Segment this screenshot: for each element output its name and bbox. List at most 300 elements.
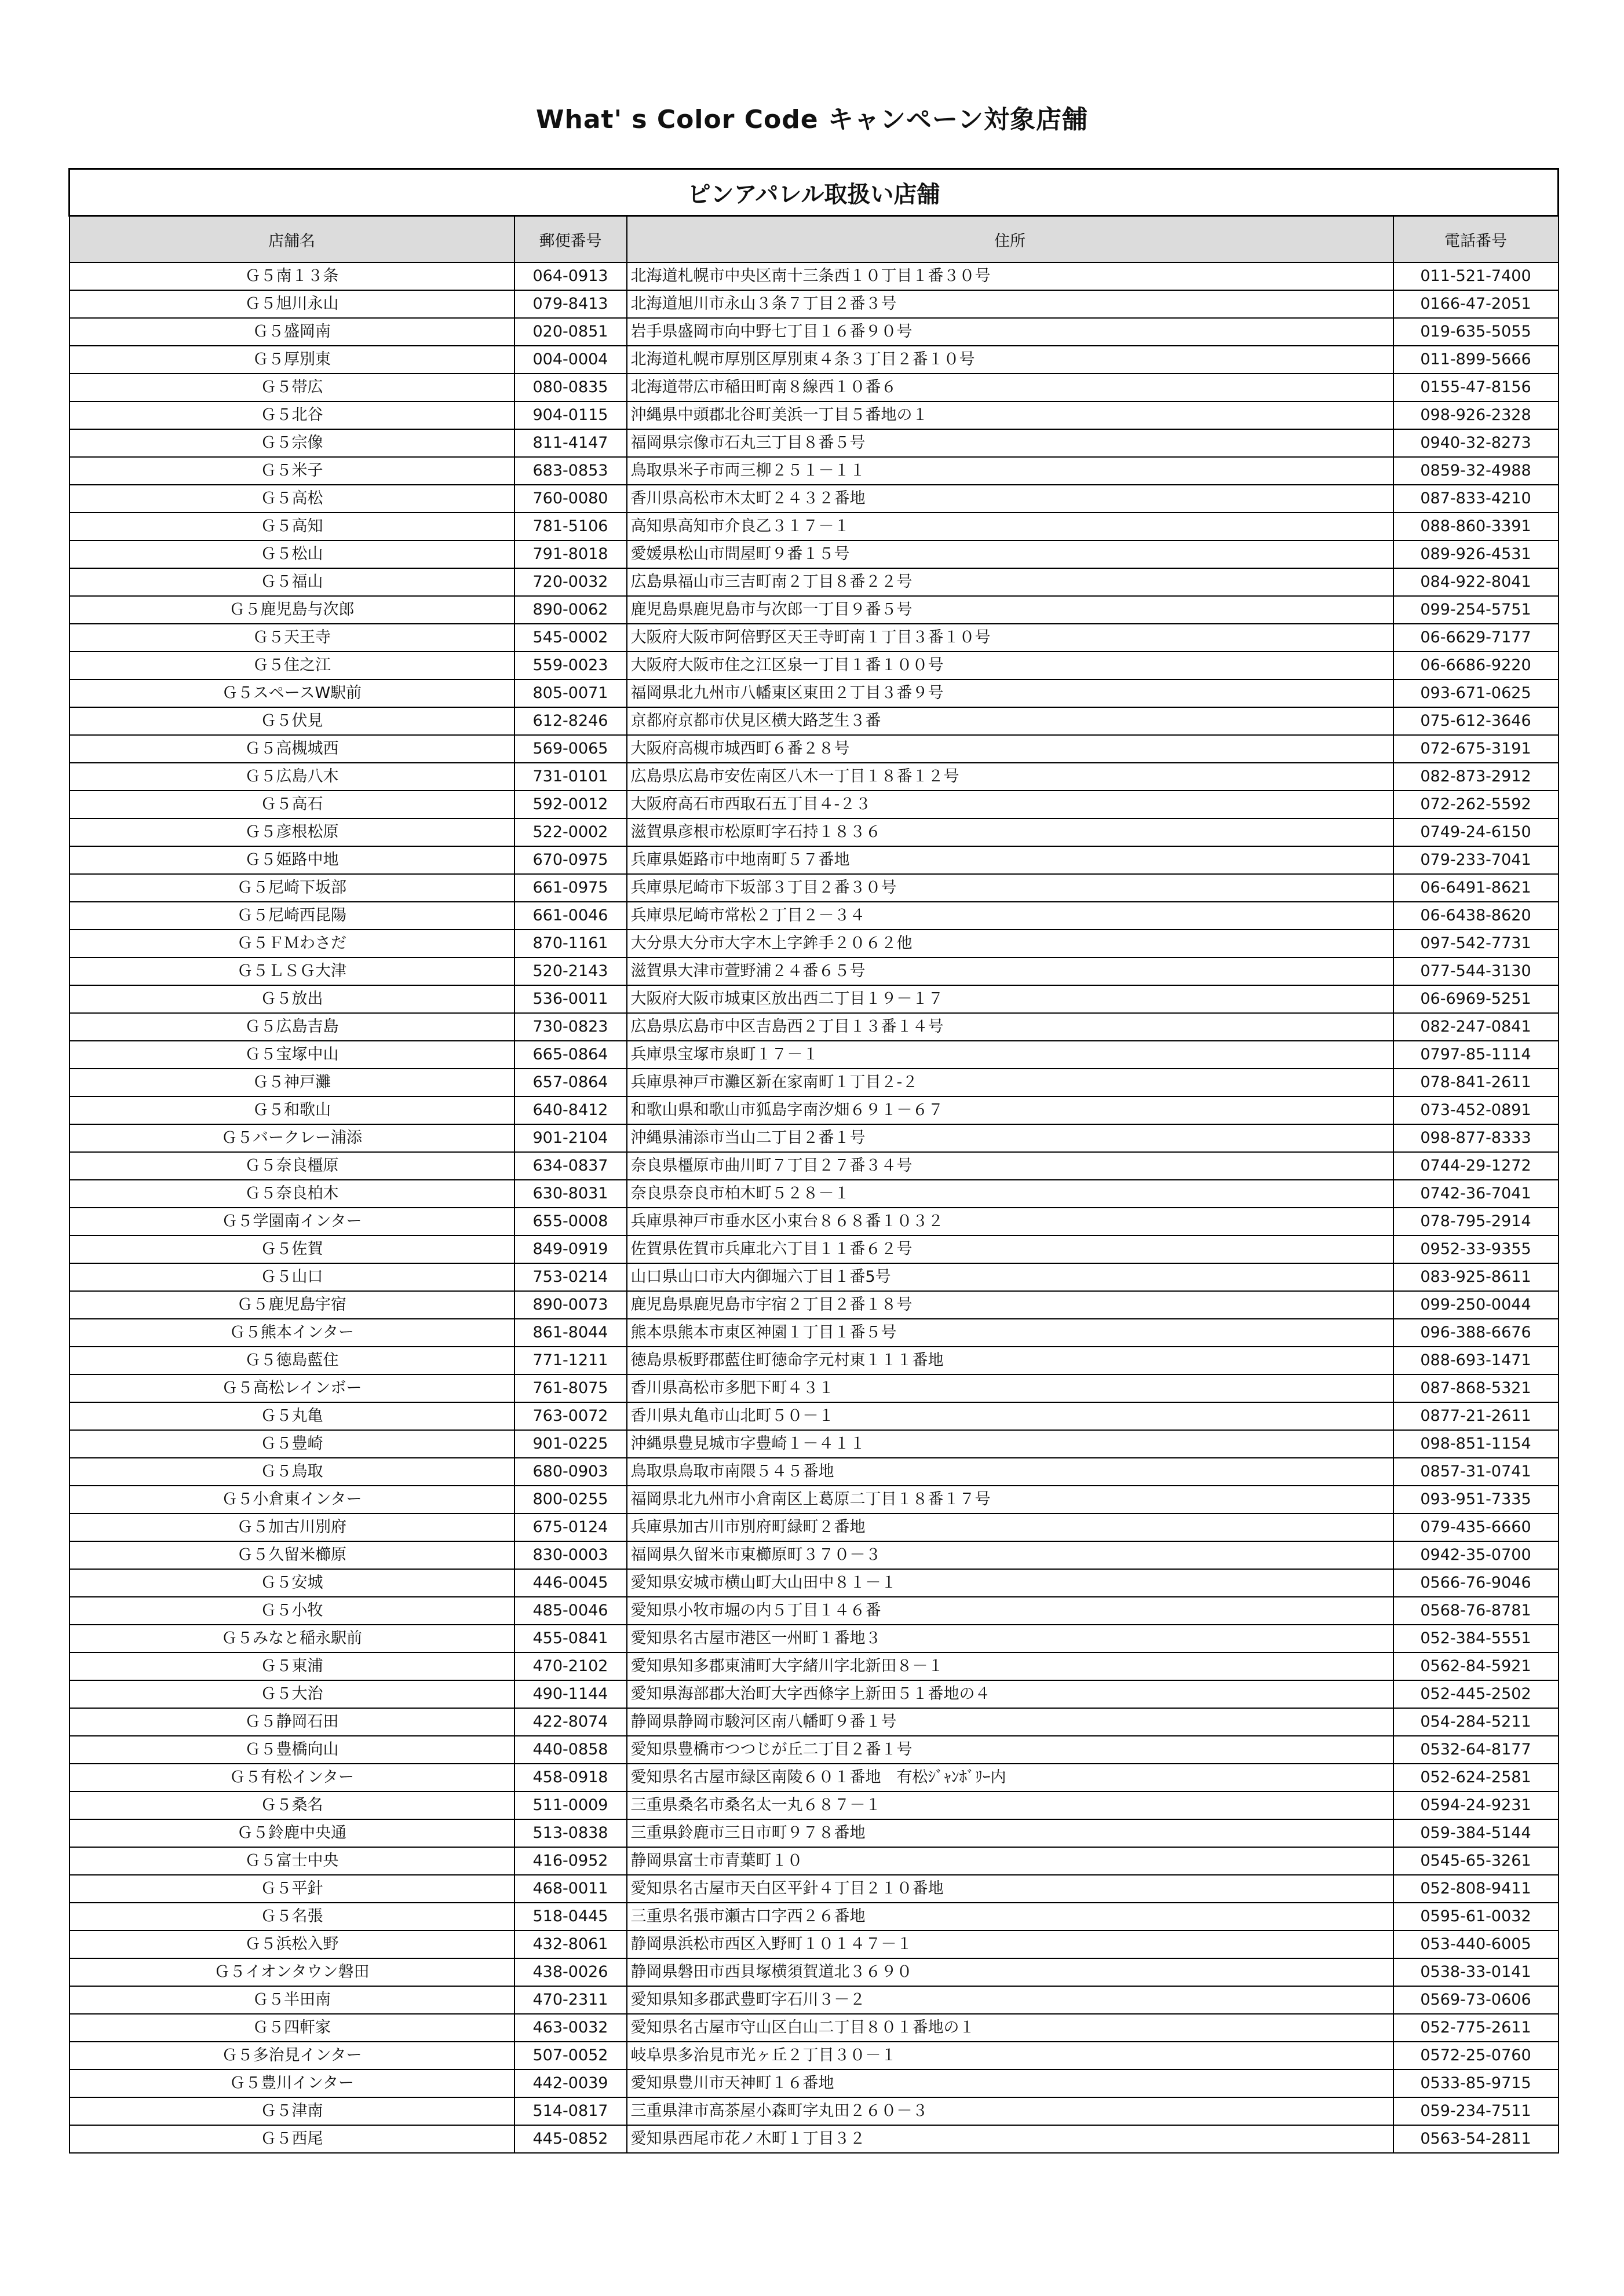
- table-row: [70, 930, 1559, 957]
- store-name: Ｇ５住之江: [70, 652, 514, 679]
- address: 大阪府大阪市住之江区泉一丁目１番１００号: [627, 652, 1393, 679]
- phone-number: 087-868-5321: [1393, 1374, 1559, 1402]
- address: 広島県福山市三吉町南２丁目８番２２号: [627, 568, 1393, 596]
- phone-number: 078-795-2914: [1393, 1208, 1559, 1235]
- postal-code: 079-8413: [514, 290, 627, 318]
- phone-number: 0566-76-9046: [1393, 1569, 1559, 1597]
- phone-number: 0563-54-2811: [1393, 2125, 1559, 2153]
- address: 愛知県知多郡東浦町大字緒川字北新田８－１: [627, 1652, 1393, 1680]
- address: 香川県高松市木太町２４３２番地: [627, 485, 1393, 513]
- address: 三重県鈴鹿市三日市町９７８番地: [627, 1819, 1393, 1847]
- postal-code: 731-0101: [514, 763, 627, 791]
- phone-number: 052-808-9411: [1393, 1875, 1559, 1903]
- postal-code: 020-0851: [514, 318, 627, 346]
- table-row: [70, 1625, 1559, 1652]
- table-row: [70, 1347, 1559, 1374]
- table-row: [70, 2014, 1559, 2042]
- phone-number: 098-926-2328: [1393, 401, 1559, 429]
- phone-number: 0877-21-2611: [1393, 1402, 1559, 1430]
- postal-code: 675-0124: [514, 1513, 627, 1541]
- postal-code: 080-0835: [514, 374, 627, 401]
- table-row: [70, 1513, 1559, 1541]
- table-row: [70, 1319, 1559, 1347]
- postal-code: 545-0002: [514, 624, 627, 652]
- store-name: Ｇ５奈良柏木: [70, 1180, 514, 1208]
- store-name: Ｇ５尼崎下坂部: [70, 874, 514, 902]
- address: 鳥取県米子市両三柳２５１－１１: [627, 457, 1393, 485]
- address: 北海道札幌市厚別区厚別東４条３丁目２番１０号: [627, 346, 1393, 374]
- address: 兵庫県加古川市別府町緑町２番地: [627, 1513, 1393, 1541]
- address: 大分県大分市大字木上字鉾手２０６２他: [627, 930, 1393, 957]
- postal-code: 901-2104: [514, 1124, 627, 1152]
- table-row: [70, 513, 1559, 540]
- postal-code: 655-0008: [514, 1208, 627, 1235]
- postal-code: 064-0913: [514, 262, 627, 290]
- phone-number: 053-440-6005: [1393, 1931, 1559, 1958]
- address: 兵庫県宝塚市泉町１７－１: [627, 1041, 1393, 1069]
- table-row: [70, 1958, 1559, 1986]
- store-name: Ｇ５鹿児島宇宿: [70, 1291, 514, 1319]
- postal-code: 446-0045: [514, 1569, 627, 1597]
- postal-code: 520-2143: [514, 957, 627, 985]
- phone-number: 0572-25-0760: [1393, 2042, 1559, 2070]
- postal-code: 522-0002: [514, 818, 627, 846]
- store-name: Ｇ５熊本インター: [70, 1319, 514, 1347]
- phone-number: 0545-65-3261: [1393, 1847, 1559, 1875]
- store-name: Ｇ５奈良橿原: [70, 1152, 514, 1180]
- table-row: [70, 290, 1559, 318]
- table-row: [70, 1903, 1559, 1931]
- phone-number: 087-833-4210: [1393, 485, 1559, 513]
- postal-code: 904-0115: [514, 401, 627, 429]
- store-name: Ｇ５西尾: [70, 2125, 514, 2153]
- postal-code: 513-0838: [514, 1819, 627, 1847]
- postal-code: 438-0026: [514, 1958, 627, 1986]
- phone-number: 06-6491-8621: [1393, 874, 1559, 902]
- address: 愛知県名古屋市守山区白山二丁目８０１番地の１: [627, 2014, 1393, 2042]
- address: 和歌山県和歌山市狐島字南汐畑６９１－６７: [627, 1096, 1393, 1124]
- address: 香川県丸亀市山北町５０－１: [627, 1402, 1393, 1430]
- postal-code: 680-0903: [514, 1458, 627, 1486]
- store-name: Ｇ５高槻城西: [70, 735, 514, 763]
- postal-code: 536-0011: [514, 985, 627, 1013]
- phone-number: 0155-47-8156: [1393, 374, 1559, 401]
- postal-code: 811-4147: [514, 429, 627, 457]
- address: 福岡県北九州市八幡東区東田２丁目３番９号: [627, 679, 1393, 707]
- store-name: Ｇ５旭川永山: [70, 290, 514, 318]
- postal-code: 432-8061: [514, 1931, 627, 1958]
- postal-code: 518-0445: [514, 1903, 627, 1931]
- postal-code: 805-0071: [514, 679, 627, 707]
- address: 静岡県富士市青葉町１０: [627, 1847, 1393, 1875]
- table-row: [70, 818, 1559, 846]
- phone-number: 088-693-1471: [1393, 1347, 1559, 1374]
- postal-code: 661-0046: [514, 902, 627, 930]
- postal-code: 890-0062: [514, 596, 627, 624]
- postal-code: 470-2311: [514, 1986, 627, 2014]
- address: 岐阜県多治見市光ヶ丘２丁目３０－１: [627, 2042, 1393, 2070]
- document-title: What' s Color Code キャンペーン対象店舗: [535, 105, 1089, 134]
- address: 愛知県知多郡武豊町字石川３－２: [627, 1986, 1393, 2014]
- phone-number: 0562-84-5921: [1393, 1652, 1559, 1680]
- store-name: Ｇ５米子: [70, 457, 514, 485]
- address: 愛知県小牧市堀の内５丁目１４６番: [627, 1597, 1393, 1625]
- table-row: [70, 902, 1559, 930]
- store-name: Ｇ５高松: [70, 485, 514, 513]
- store-name: Ｇ５四軒家: [70, 2014, 514, 2042]
- postal-code: 559-0023: [514, 652, 627, 679]
- store-name: Ｇ５大治: [70, 1680, 514, 1708]
- address: 北海道札幌市中央区南十三条西１０丁目１番３０号: [627, 262, 1393, 290]
- address: 京都府京都市伏見区横大路芝生３番: [627, 707, 1393, 735]
- phone-number: 0797-85-1114: [1393, 1041, 1559, 1069]
- address: 大阪府大阪市阿倍野区天王寺町南１丁目３番１０号: [627, 624, 1393, 652]
- postal-code: 485-0046: [514, 1597, 627, 1625]
- postal-code: 490-1144: [514, 1680, 627, 1708]
- address: 滋賀県彦根市松原町字石持１８３６: [627, 818, 1393, 846]
- store-name: Ｇ５ＦＭわさだ: [70, 930, 514, 957]
- store-name: Ｇ５松山: [70, 540, 514, 568]
- address: 沖縄県中頭郡北谷町美浜一丁目５番地の１: [627, 401, 1393, 429]
- phone-number: 084-922-8041: [1393, 568, 1559, 596]
- postal-code: 442-0039: [514, 2070, 627, 2097]
- table-row: [70, 652, 1559, 679]
- store-name: Ｇ５ＬＳＧ大津: [70, 957, 514, 985]
- phone-number: 052-775-2611: [1393, 2014, 1559, 2042]
- phone-number: 019-635-5055: [1393, 318, 1559, 346]
- store-name: Ｇ５佐賀: [70, 1235, 514, 1263]
- table-row: [70, 1096, 1559, 1124]
- store-name: Ｇ５鳥取: [70, 1458, 514, 1486]
- store-name: Ｇ５豊橋向山: [70, 1736, 514, 1764]
- phone-number: 0952-33-9355: [1393, 1235, 1559, 1263]
- table-row: [70, 791, 1559, 818]
- address: 香川県高松市多肥下町４３１: [627, 1374, 1393, 1402]
- address: 鹿児島県鹿児島市宇宿２丁目２番１８号: [627, 1291, 1393, 1319]
- store-name: Ｇ５放出: [70, 985, 514, 1013]
- address: 北海道帯広市稲田町南８線西１０番６: [627, 374, 1393, 401]
- store-name: Ｇ５平針: [70, 1875, 514, 1903]
- address: 北海道旭川市永山３条７丁目２番３号: [627, 290, 1393, 318]
- postal-code: 592-0012: [514, 791, 627, 818]
- postal-code: 890-0073: [514, 1291, 627, 1319]
- phone-number: 073-452-0891: [1393, 1096, 1559, 1124]
- table-row: [70, 707, 1559, 735]
- phone-number: 06-6629-7177: [1393, 624, 1559, 652]
- address: 大阪府大阪市城東区放出西二丁目１９－１７: [627, 985, 1393, 1013]
- address: 静岡県静岡市駿河区南八幡町９番１号: [627, 1708, 1393, 1736]
- store-name: Ｇ５多治見インター: [70, 2042, 514, 2070]
- table-row: [70, 763, 1559, 791]
- table-row: [70, 1708, 1559, 1736]
- table-row: [70, 568, 1559, 596]
- address: 兵庫県神戸市灘区新在家南町１丁目２-２: [627, 1069, 1393, 1096]
- postal-code: 901-0225: [514, 1430, 627, 1458]
- phone-number: 072-262-5592: [1393, 791, 1559, 818]
- store-name: Ｇ５彦根松原: [70, 818, 514, 846]
- store-name: Ｇ５高石: [70, 791, 514, 818]
- store-name: Ｇ５広島吉島: [70, 1013, 514, 1041]
- store-name: Ｇ５富士中央: [70, 1847, 514, 1875]
- section-title: ピンアパレル取扱い店舗: [70, 169, 1559, 216]
- postal-code: 849-0919: [514, 1235, 627, 1263]
- address: 福岡県久留米市東櫛原町３７０－３: [627, 1541, 1393, 1569]
- address: 兵庫県神戸市垂水区小束台８６８番１０３２: [627, 1208, 1393, 1235]
- address: 沖縄県豊見城市字豊崎１－４１１: [627, 1430, 1393, 1458]
- store-name: Ｇ５半田南: [70, 1986, 514, 2014]
- phone-number: 059-234-7511: [1393, 2097, 1559, 2125]
- phone-number: 097-542-7731: [1393, 930, 1559, 957]
- table-row: [70, 1208, 1559, 1235]
- postal-code: 661-0975: [514, 874, 627, 902]
- store-name: Ｇ５帯広: [70, 374, 514, 401]
- phone-number: 059-384-5144: [1393, 1819, 1559, 1847]
- address: 愛知県海部郡大治町大字西條字上新田５１番地の４: [627, 1680, 1393, 1708]
- postal-code: 861-8044: [514, 1319, 627, 1347]
- table-row: [70, 1263, 1559, 1291]
- address: 静岡県浜松市西区入野町１０１４７－１: [627, 1931, 1393, 1958]
- store-name: Ｇ５桑名: [70, 1792, 514, 1819]
- store-name: Ｇ５高松レインボー: [70, 1374, 514, 1402]
- phone-number: 052-384-5551: [1393, 1625, 1559, 1652]
- table-row: [70, 846, 1559, 874]
- table-row: [70, 485, 1559, 513]
- store-name: Ｇ５久留米櫛原: [70, 1541, 514, 1569]
- store-name: Ｇ５安城: [70, 1569, 514, 1597]
- table-row: [70, 1792, 1559, 1819]
- postal-code: 468-0011: [514, 1875, 627, 1903]
- header-phone: 電話番号: [1393, 216, 1559, 263]
- table-row: [70, 596, 1559, 624]
- phone-number: 0940-32-8273: [1393, 429, 1559, 457]
- address: 愛知県豊橋市つつじが丘二丁目２番１号: [627, 1736, 1393, 1764]
- store-name: Ｇ５名張: [70, 1903, 514, 1931]
- postal-code: 463-0032: [514, 2014, 627, 2042]
- table-row: [70, 1764, 1559, 1792]
- table-row: [70, 735, 1559, 763]
- store-name: Ｇ５豊川インター: [70, 2070, 514, 2097]
- phone-number: 0569-73-0606: [1393, 1986, 1559, 2014]
- address: 愛媛県松山市問屋町９番１５号: [627, 540, 1393, 568]
- table-row: [70, 1402, 1559, 1430]
- address: 三重県名張市瀬古口字西２６番地: [627, 1903, 1393, 1931]
- store-name: Ｇ５みなと稲永駅前: [70, 1625, 514, 1652]
- store-name: Ｇ５高知: [70, 513, 514, 540]
- table-row: [70, 1486, 1559, 1513]
- address: 福岡県宗像市石丸三丁目８番５号: [627, 429, 1393, 457]
- store-name: Ｇ５学園南インター: [70, 1208, 514, 1235]
- store-name: Ｇ５山口: [70, 1263, 514, 1291]
- address: 熊本県熊本市東区神園１丁目１番５号: [627, 1319, 1393, 1347]
- postal-code: 470-2102: [514, 1652, 627, 1680]
- address: 三重県津市高茶屋小森町字丸田２６０－３: [627, 2097, 1393, 2125]
- postal-code: 870-1161: [514, 930, 627, 957]
- store-name: Ｇ５小牧: [70, 1597, 514, 1625]
- postal-code: 630-8031: [514, 1180, 627, 1208]
- address: 静岡県磐田市西貝塚横須賀道北３６９０: [627, 1958, 1393, 1986]
- address: 高知県高知市介良乙３１７－１: [627, 513, 1393, 540]
- table-row: [70, 2125, 1559, 2153]
- table-row: [70, 1458, 1559, 1486]
- address: 兵庫県尼崎市下坂部３丁目２番３０号: [627, 874, 1393, 902]
- address: 愛知県名古屋市天白区平針４丁目２１０番地: [627, 1875, 1393, 1903]
- table-row: [70, 2042, 1559, 2070]
- phone-number: 0532-64-8177: [1393, 1736, 1559, 1764]
- phone-number: 079-233-7041: [1393, 846, 1559, 874]
- phone-number: 0857-31-0741: [1393, 1458, 1559, 1486]
- phone-number: 0533-85-9715: [1393, 2070, 1559, 2097]
- address: 鹿児島県鹿児島市与次郎一丁目９番５号: [627, 596, 1393, 624]
- address: 大阪府高槻市城西町６番２８号: [627, 735, 1393, 763]
- address: 兵庫県尼崎市常松２丁目２－３４: [627, 902, 1393, 930]
- address: 愛知県名古屋市緑区南陵６０１番地 有松ｼﾞｬﾝﾎﾞﾘｰ内: [627, 1764, 1393, 1792]
- store-name: Ｇ５広島八木: [70, 763, 514, 791]
- phone-number: 0594-24-9231: [1393, 1792, 1559, 1819]
- table-row: [70, 2070, 1559, 2097]
- table-row: [70, 1819, 1559, 1847]
- address: 三重県桑名市桑名太一丸６８７－１: [627, 1792, 1393, 1819]
- store-name: Ｇ５イオンタウン磐田: [70, 1958, 514, 1986]
- store-name: Ｇ５宗像: [70, 429, 514, 457]
- table-row: [70, 1652, 1559, 1680]
- postal-code: 753-0214: [514, 1263, 627, 1291]
- store-name: Ｇ５津南: [70, 2097, 514, 2125]
- phone-number: 0166-47-2051: [1393, 290, 1559, 318]
- postal-code: 683-0853: [514, 457, 627, 485]
- phone-number: 099-254-5751: [1393, 596, 1559, 624]
- phone-number: 078-841-2611: [1393, 1069, 1559, 1096]
- phone-number: 096-388-6676: [1393, 1319, 1559, 1347]
- store-name: Ｇ５加古川別府: [70, 1513, 514, 1541]
- store-name: Ｇ５小倉東インター: [70, 1486, 514, 1513]
- store-name: Ｇ５浜松入野: [70, 1931, 514, 1958]
- postal-code: 445-0852: [514, 2125, 627, 2153]
- table-row: [70, 1152, 1559, 1180]
- postal-code: 004-0004: [514, 346, 627, 374]
- table-row: [70, 679, 1559, 707]
- table-row: [70, 1069, 1559, 1096]
- address: 大阪府高石市西取石五丁目４-２３: [627, 791, 1393, 818]
- table-row: [70, 1124, 1559, 1152]
- address: 徳島県板野郡藍住町徳命字元村東１１１番地: [627, 1347, 1393, 1374]
- phone-number: 093-951-7335: [1393, 1486, 1559, 1513]
- table-row: [70, 374, 1559, 401]
- phone-number: 0749-24-6150: [1393, 818, 1559, 846]
- table-row: [70, 1847, 1559, 1875]
- phone-number: 052-624-2581: [1393, 1764, 1559, 1792]
- address: 奈良県奈良市柏木町５２８－１: [627, 1180, 1393, 1208]
- store-name: Ｇ５天王寺: [70, 624, 514, 652]
- postal-code: 634-0837: [514, 1152, 627, 1180]
- table-row: [70, 2097, 1559, 2125]
- store-name: Ｇ５徳島藍住: [70, 1347, 514, 1374]
- table-row: [70, 1013, 1559, 1041]
- phone-number: 06-6969-5251: [1393, 985, 1559, 1013]
- table-row: [70, 624, 1559, 652]
- store-name: Ｇ５南１３条: [70, 262, 514, 290]
- postal-code: 612-8246: [514, 707, 627, 735]
- phone-number: 06-6686-9220: [1393, 652, 1559, 679]
- table-row: [70, 1374, 1559, 1402]
- table-row: [70, 1430, 1559, 1458]
- phone-number: 054-284-5211: [1393, 1708, 1559, 1736]
- store-name: Ｇ５神戸灘: [70, 1069, 514, 1096]
- phone-number: 089-926-4531: [1393, 540, 1559, 568]
- phone-number: 082-247-0841: [1393, 1013, 1559, 1041]
- postal-code: 760-0080: [514, 485, 627, 513]
- phone-number: 0742-36-7041: [1393, 1180, 1559, 1208]
- header-postal-code: 郵便番号: [514, 216, 627, 263]
- store-name: Ｇ５姫路中地: [70, 846, 514, 874]
- address: 兵庫県姫路市中地南町５７番地: [627, 846, 1393, 874]
- address: 愛知県名古屋市港区一州町１番地３: [627, 1625, 1393, 1652]
- phone-number: 072-675-3191: [1393, 735, 1559, 763]
- store-rows: [70, 262, 1559, 2153]
- address: 佐賀県佐賀市兵庫北六丁目１１番６２号: [627, 1235, 1393, 1263]
- store-name: Ｇ５尼崎西昆陽: [70, 902, 514, 930]
- phone-number: 098-851-1154: [1393, 1430, 1559, 1458]
- phone-number: 0744-29-1272: [1393, 1152, 1559, 1180]
- store-name: Ｇ５伏見: [70, 707, 514, 735]
- postal-code: 640-8412: [514, 1096, 627, 1124]
- phone-number: 011-899-5666: [1393, 346, 1559, 374]
- store-name: Ｇ５福山: [70, 568, 514, 596]
- postal-code: 730-0823: [514, 1013, 627, 1041]
- postal-code: 771-1211: [514, 1347, 627, 1374]
- store-name: Ｇ５鈴鹿中央通: [70, 1819, 514, 1847]
- table-row: [70, 1597, 1559, 1625]
- address: 広島県広島市安佐南区八木一丁目１８番１２号: [627, 763, 1393, 791]
- table-row: [70, 1986, 1559, 2014]
- address: 愛知県西尾市花ノ木町１丁目３２: [627, 2125, 1393, 2153]
- postal-code: 791-8018: [514, 540, 627, 568]
- postal-code: 670-0975: [514, 846, 627, 874]
- postal-code: 830-0003: [514, 1541, 627, 1569]
- table-row: [70, 429, 1559, 457]
- phone-number: 077-544-3130: [1393, 957, 1559, 985]
- store-table: [68, 168, 1559, 2154]
- address: 福岡県北九州市小倉南区上葛原二丁目１８番１７号: [627, 1486, 1393, 1513]
- table-row: [70, 540, 1559, 568]
- table-row: [70, 1541, 1559, 1569]
- table-row: [70, 957, 1559, 985]
- store-name: Ｇ５盛岡南: [70, 318, 514, 346]
- store-name: Ｇ５静岡石田: [70, 1708, 514, 1736]
- table-row: [70, 1235, 1559, 1263]
- phone-number: 093-671-0625: [1393, 679, 1559, 707]
- table-row: [70, 1736, 1559, 1764]
- phone-number: 052-445-2502: [1393, 1680, 1559, 1708]
- table-row: [70, 874, 1559, 902]
- address: 広島県広島市中区吉島西２丁目１３番１４号: [627, 1013, 1393, 1041]
- store-name: Ｇ５東浦: [70, 1652, 514, 1680]
- postal-code: 665-0864: [514, 1041, 627, 1069]
- table-row: [70, 1180, 1559, 1208]
- table-row: [70, 346, 1559, 374]
- table-row: [70, 457, 1559, 485]
- address: 鳥取県鳥取市南隈５４５番地: [627, 1458, 1393, 1486]
- phone-number: 082-873-2912: [1393, 763, 1559, 791]
- address: 愛知県豊川市天神町１６番地: [627, 2070, 1393, 2097]
- postal-code: 458-0918: [514, 1764, 627, 1792]
- postal-code: 440-0858: [514, 1736, 627, 1764]
- table-row: [70, 1875, 1559, 1903]
- postal-code: 761-8075: [514, 1374, 627, 1402]
- postal-code: 514-0817: [514, 2097, 627, 2125]
- postal-code: 511-0009: [514, 1792, 627, 1819]
- store-name: Ｇ５有松インター: [70, 1764, 514, 1792]
- phone-number: 0859-32-4988: [1393, 457, 1559, 485]
